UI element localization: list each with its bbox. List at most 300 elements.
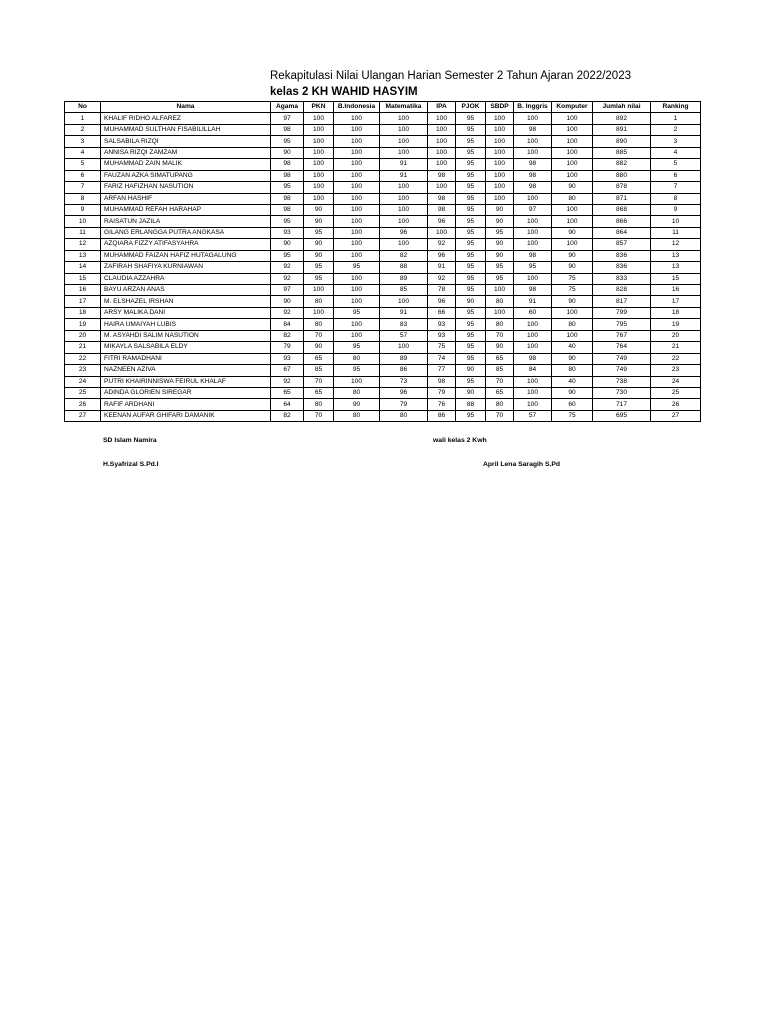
table-cell: 100 — [486, 147, 514, 158]
table-cell: 97 — [514, 204, 552, 215]
table-cell: 93 — [428, 330, 456, 341]
table-cell: 98 — [428, 193, 456, 204]
table-cell: 80 — [380, 410, 428, 421]
table-cell: 868 — [593, 204, 651, 215]
table-cell: 27 — [651, 410, 701, 421]
table-cell: 90 — [304, 250, 334, 261]
table-cell: 21 — [65, 342, 101, 353]
table-cell: 100 — [334, 113, 380, 124]
table-cell: 65 — [271, 387, 304, 398]
table-cell: 95 — [456, 159, 486, 170]
table-cell: 91 — [514, 296, 552, 307]
table-row — [65, 399, 701, 410]
table-cell: 100 — [552, 330, 593, 341]
table-cell: 100 — [514, 376, 552, 387]
table-cell: 65 — [486, 353, 514, 364]
table-cell: 90 — [271, 296, 304, 307]
column-header: Jumlah nilai — [593, 102, 651, 113]
table-cell: 100 — [552, 136, 593, 147]
student-name-cell: MUHAMMAD SULTHAN FISABILILLAH — [101, 124, 271, 135]
table-cell: 100 — [304, 124, 334, 135]
table-cell: 80 — [304, 319, 334, 330]
table-cell: 100 — [304, 193, 334, 204]
student-name-cell: SALSABILA RIZQI — [101, 136, 271, 147]
table-cell: 95 — [486, 262, 514, 273]
table-cell: 100 — [428, 227, 456, 238]
table-cell: 92 — [428, 273, 456, 284]
table-body — [65, 113, 701, 422]
table-cell: 65 — [486, 387, 514, 398]
document-title: Rekapitulasi Nilai Ulangan Harian Semester 2 Tahun Ajaran 2022/2023 — [270, 70, 631, 82]
table-cell: 90 — [552, 296, 593, 307]
table-cell: 90 — [486, 342, 514, 353]
table-cell: 864 — [593, 227, 651, 238]
table-cell: 95 — [334, 262, 380, 273]
student-name-cell: MIKAYLA SALSABILA ELDY — [101, 342, 271, 353]
student-name-cell: ARFAN HASHIF — [101, 193, 271, 204]
table-cell: 891 — [593, 124, 651, 135]
table-cell: 75 — [552, 285, 593, 296]
table-cell: 100 — [486, 307, 514, 318]
table-cell: 100 — [552, 147, 593, 158]
table-cell: 95 — [304, 227, 334, 238]
table-cell: 27 — [65, 410, 101, 421]
homeroom-teacher-name: April Lena Saragih S.Pd — [483, 461, 561, 468]
table-cell: 57 — [380, 330, 428, 341]
student-name-cell: CLAUDIA AZZAHRA — [101, 273, 271, 284]
table-cell: 795 — [593, 319, 651, 330]
table-cell: 95 — [456, 113, 486, 124]
student-name-cell: FITRI RAMADHANI — [101, 353, 271, 364]
table-cell: 8 — [651, 193, 701, 204]
table-cell: 836 — [593, 262, 651, 273]
table-cell: 100 — [334, 193, 380, 204]
table-row — [65, 136, 701, 147]
table-row — [65, 147, 701, 158]
table-cell: 74 — [428, 353, 456, 364]
table-cell: 100 — [552, 239, 593, 250]
table-cell: 95 — [486, 227, 514, 238]
table-cell: 25 — [65, 387, 101, 398]
table-cell: 11 — [651, 227, 701, 238]
student-name-cell: ANNISA RIZQI ZAMZAM — [101, 147, 271, 158]
table-cell: 92 — [271, 376, 304, 387]
table-cell: 79 — [380, 399, 428, 410]
table-cell: 100 — [552, 170, 593, 181]
column-header: PKN — [304, 102, 334, 113]
table-cell: 17 — [65, 296, 101, 307]
table-cell: 100 — [428, 182, 456, 193]
table-cell: 90 — [552, 250, 593, 261]
table-cell: 100 — [304, 113, 334, 124]
column-header: Agama — [271, 102, 304, 113]
table-cell: 817 — [593, 296, 651, 307]
table-cell: 90 — [304, 204, 334, 215]
table-cell: 90 — [486, 204, 514, 215]
table-cell: 40 — [552, 376, 593, 387]
table-cell: 100 — [514, 387, 552, 398]
table-cell: 6 — [651, 170, 701, 181]
table-cell: 100 — [380, 216, 428, 227]
table-cell: 95 — [456, 319, 486, 330]
table-cell: 749 — [593, 353, 651, 364]
table-row — [65, 170, 701, 181]
table-cell: 100 — [514, 239, 552, 250]
table-cell: 92 — [428, 239, 456, 250]
table-cell: 100 — [428, 147, 456, 158]
table-row — [65, 239, 701, 250]
table-cell: 100 — [334, 170, 380, 181]
table-cell: 95 — [334, 342, 380, 353]
table-cell: 76 — [428, 399, 456, 410]
table-cell: 90 — [552, 182, 593, 193]
table-cell: 100 — [334, 319, 380, 330]
table-cell: 15 — [651, 273, 701, 284]
table-cell: 85 — [380, 285, 428, 296]
table-cell: 7 — [651, 182, 701, 193]
table-cell: 100 — [514, 216, 552, 227]
table-cell: 100 — [334, 204, 380, 215]
table-cell: 16 — [65, 285, 101, 296]
student-name-cell: BAYU ARZAN ANAS — [101, 285, 271, 296]
table-cell: 828 — [593, 285, 651, 296]
table-cell: 100 — [514, 342, 552, 353]
table-cell: 2 — [651, 124, 701, 135]
table-cell: 866 — [593, 216, 651, 227]
table-cell: 100 — [380, 193, 428, 204]
table-cell: 98 — [514, 182, 552, 193]
table-cell: 100 — [486, 182, 514, 193]
table-cell: 100 — [334, 216, 380, 227]
table-cell: 95 — [514, 262, 552, 273]
table-cell: 95 — [456, 376, 486, 387]
table-cell: 738 — [593, 376, 651, 387]
table-cell: 70 — [304, 330, 334, 341]
table-row — [65, 307, 701, 318]
column-header: B.Indonesia — [334, 102, 380, 113]
student-name-cell: ZAFIRAH SHAFIYA KURNIAWAN — [101, 262, 271, 273]
table-cell: 764 — [593, 342, 651, 353]
table-cell: 70 — [304, 376, 334, 387]
table-cell: 100 — [514, 330, 552, 341]
table-cell: 90 — [304, 342, 334, 353]
table-cell: 80 — [486, 319, 514, 330]
column-header: No — [65, 102, 101, 113]
table-cell: 12 — [65, 239, 101, 250]
student-name-cell: M. ELSHAZEL IRSHAN — [101, 296, 271, 307]
table-cell: 100 — [380, 204, 428, 215]
table-cell: 89 — [380, 273, 428, 284]
table-cell: 20 — [65, 330, 101, 341]
table-cell: 890 — [593, 136, 651, 147]
table-cell: 95 — [456, 250, 486, 261]
table-row — [65, 227, 701, 238]
student-name-cell: ADINDA GLORIEN SIREGAR — [101, 387, 271, 398]
table-cell: 80 — [552, 193, 593, 204]
table-cell: 96 — [380, 387, 428, 398]
table-cell: 88 — [380, 262, 428, 273]
table-row — [65, 193, 701, 204]
student-name-cell: NAZNEEN AZIVA — [101, 365, 271, 376]
table-cell: 80 — [304, 399, 334, 410]
table-cell: 80 — [334, 353, 380, 364]
table-cell: 100 — [552, 307, 593, 318]
table-cell: 100 — [380, 296, 428, 307]
table-cell: 5 — [651, 159, 701, 170]
table-cell: 95 — [304, 262, 334, 273]
column-header: Matematika — [380, 102, 428, 113]
table-cell: 75 — [428, 342, 456, 353]
table-cell: 57 — [514, 410, 552, 421]
table-cell: 730 — [593, 387, 651, 398]
table-cell: 3 — [651, 136, 701, 147]
table-cell: 83 — [380, 319, 428, 330]
table-row — [65, 319, 701, 330]
table-cell: 100 — [380, 182, 428, 193]
table-cell: 1 — [651, 113, 701, 124]
table-cell: 21 — [651, 342, 701, 353]
table-cell: 100 — [380, 239, 428, 250]
table-cell: 80 — [304, 296, 334, 307]
school-name: SD Islam Namira — [103, 437, 157, 444]
table-cell: 100 — [552, 204, 593, 215]
student-name-cell: GILANG ERLANGGA PUTRA ANGKASA — [101, 227, 271, 238]
table-cell: 100 — [380, 124, 428, 135]
table-cell: 95 — [456, 307, 486, 318]
homeroom-teacher-label: wali kelas 2 Kwh — [433, 437, 487, 444]
table-cell: 100 — [514, 113, 552, 124]
table-cell: 73 — [380, 376, 428, 387]
table-cell: 100 — [380, 136, 428, 147]
table-row — [65, 285, 701, 296]
table-row — [65, 296, 701, 307]
student-name-cell: PUTRI KHAIRINNISWA FEIRUL KHALAF — [101, 376, 271, 387]
table-cell: 25 — [651, 387, 701, 398]
table-cell: 100 — [334, 124, 380, 135]
student-name-cell: MUHAMMAD REFAH HARAHAP — [101, 204, 271, 215]
table-cell: 96 — [428, 216, 456, 227]
table-cell: 22 — [651, 353, 701, 364]
table-cell: 95 — [456, 285, 486, 296]
table-cell: 79 — [271, 342, 304, 353]
table-cell: 90 — [271, 239, 304, 250]
table-cell: 5 — [65, 159, 101, 170]
column-header: Ranking — [651, 102, 701, 113]
table-row — [65, 124, 701, 135]
table-cell: 98 — [428, 170, 456, 181]
column-header: B. Inggris — [514, 102, 552, 113]
table-cell: 871 — [593, 193, 651, 204]
table-cell: 70 — [486, 410, 514, 421]
table-cell: 80 — [486, 399, 514, 410]
table-cell: 90 — [552, 262, 593, 273]
table-cell: 92 — [271, 307, 304, 318]
table-cell: 22 — [65, 353, 101, 364]
table-cell: 14 — [65, 262, 101, 273]
column-header: Nama — [101, 102, 271, 113]
table-cell: 90 — [271, 147, 304, 158]
table-cell: 77 — [428, 365, 456, 376]
column-header: PJOK — [456, 102, 486, 113]
table-cell: 86 — [380, 365, 428, 376]
student-name-cell: RAISATUN JAZILA — [101, 216, 271, 227]
table-cell: 13 — [651, 250, 701, 261]
table-cell: 1 — [65, 113, 101, 124]
table-cell: 98 — [514, 159, 552, 170]
table-cell: 100 — [304, 170, 334, 181]
table-cell: 95 — [271, 182, 304, 193]
table-cell: 4 — [65, 147, 101, 158]
student-name-cell: KEENAN AUFAR GHIFARI DAMANIK — [101, 410, 271, 421]
table-cell: 4 — [651, 147, 701, 158]
table-cell: 98 — [271, 124, 304, 135]
table-cell: 100 — [334, 159, 380, 170]
column-header: SBDP — [486, 102, 514, 113]
table-cell: 9 — [65, 204, 101, 215]
table-cell: 88 — [456, 399, 486, 410]
table-cell: 767 — [593, 330, 651, 341]
table-cell: 79 — [428, 387, 456, 398]
table-cell: 75 — [552, 410, 593, 421]
table-cell: 91 — [380, 307, 428, 318]
table-cell: 65 — [304, 353, 334, 364]
table-row — [65, 204, 701, 215]
table-cell: 82 — [271, 410, 304, 421]
table-row — [65, 273, 701, 284]
table-cell: 100 — [334, 147, 380, 158]
table-cell: 95 — [456, 330, 486, 341]
table-cell: 19 — [651, 319, 701, 330]
table-cell: 100 — [486, 170, 514, 181]
table-cell: 100 — [514, 273, 552, 284]
table-cell: 880 — [593, 170, 651, 181]
table-cell: 717 — [593, 399, 651, 410]
table-cell: 100 — [380, 113, 428, 124]
table-cell: 98 — [271, 193, 304, 204]
table-cell: 95 — [271, 250, 304, 261]
table-cell: 100 — [514, 193, 552, 204]
table-cell: 24 — [651, 376, 701, 387]
table-cell: 20 — [651, 330, 701, 341]
table-cell: 100 — [304, 307, 334, 318]
table-cell: 100 — [334, 330, 380, 341]
table-cell: 100 — [552, 159, 593, 170]
table-cell: 95 — [456, 124, 486, 135]
table-cell: 65 — [304, 387, 334, 398]
student-name-cell: AZQIARA FIZZY ATIFASYAHRA — [101, 239, 271, 250]
table-cell: 3 — [65, 136, 101, 147]
table-cell: 836 — [593, 250, 651, 261]
table-cell: 95 — [456, 204, 486, 215]
table-cell: 100 — [514, 147, 552, 158]
table-cell: 100 — [334, 376, 380, 387]
table-cell: 100 — [334, 296, 380, 307]
student-name-cell: MUHAMMAD ZAIN MALIK — [101, 159, 271, 170]
table-row — [65, 159, 701, 170]
student-name-cell: RAFIF ARDHANI — [101, 399, 271, 410]
table-cell: 95 — [271, 136, 304, 147]
table-cell: 98 — [428, 204, 456, 215]
table-cell: 7 — [65, 182, 101, 193]
table-cell: 90 — [456, 365, 486, 376]
table-cell: 100 — [334, 227, 380, 238]
table-row — [65, 387, 701, 398]
table-cell: 100 — [380, 147, 428, 158]
table-cell: 95 — [456, 147, 486, 158]
table-cell: 90 — [552, 387, 593, 398]
table-cell: 100 — [334, 239, 380, 250]
student-name-cell: FARIZ HAFIZHAN NASUTION — [101, 182, 271, 193]
table-cell: 97 — [271, 113, 304, 124]
table-cell: 16 — [651, 285, 701, 296]
table-cell: 100 — [428, 136, 456, 147]
table-cell: 90 — [552, 227, 593, 238]
table-row — [65, 410, 701, 421]
table-header-row — [65, 102, 701, 113]
table-cell: 100 — [334, 285, 380, 296]
table-cell: 70 — [304, 410, 334, 421]
table-cell: 100 — [334, 273, 380, 284]
table-cell: 95 — [456, 353, 486, 364]
table-cell: 78 — [428, 285, 456, 296]
table-cell: 100 — [486, 159, 514, 170]
student-name-cell: HAIRA UMAIYAH LUBIS — [101, 319, 271, 330]
table-cell: 85 — [304, 365, 334, 376]
table-cell: 100 — [304, 285, 334, 296]
table-cell: 95 — [456, 227, 486, 238]
table-cell: 66 — [428, 307, 456, 318]
table-row — [65, 182, 701, 193]
table-cell: 98 — [514, 124, 552, 135]
table-cell: 95 — [456, 182, 486, 193]
table-row — [65, 250, 701, 261]
table-cell: 95 — [334, 307, 380, 318]
table-cell: 749 — [593, 365, 651, 376]
table-cell: 98 — [514, 353, 552, 364]
table-cell: 60 — [552, 399, 593, 410]
table-cell: 100 — [514, 319, 552, 330]
student-name-cell: MUHAMMAD FAIZAN HAFIZ HUTAGALUNG — [101, 250, 271, 261]
table-cell: 90 — [334, 399, 380, 410]
table-cell: 95 — [334, 365, 380, 376]
table-cell: 90 — [486, 250, 514, 261]
student-name-cell: KHALIF RIDHO ALFAREZ — [101, 113, 271, 124]
table-cell: 13 — [65, 250, 101, 261]
table-cell: 8 — [65, 193, 101, 204]
table-cell: 91 — [380, 159, 428, 170]
table-cell: 100 — [514, 227, 552, 238]
table-cell: 90 — [486, 216, 514, 227]
table-cell: 60 — [514, 307, 552, 318]
table-row — [65, 365, 701, 376]
table-cell: 95 — [456, 239, 486, 250]
table-cell: 95 — [456, 410, 486, 421]
table-cell: 67 — [271, 365, 304, 376]
table-row — [65, 376, 701, 387]
table-cell: 84 — [271, 319, 304, 330]
table-cell: 80 — [486, 296, 514, 307]
table-cell: 92 — [271, 273, 304, 284]
table-cell: 92 — [271, 262, 304, 273]
table-cell: 95 — [456, 216, 486, 227]
table-cell: 93 — [428, 319, 456, 330]
table-cell: 878 — [593, 182, 651, 193]
table-cell: 95 — [456, 170, 486, 181]
table-cell: 6 — [65, 170, 101, 181]
table-cell: 91 — [428, 262, 456, 273]
table-cell: 95 — [456, 136, 486, 147]
table-cell: 100 — [304, 136, 334, 147]
